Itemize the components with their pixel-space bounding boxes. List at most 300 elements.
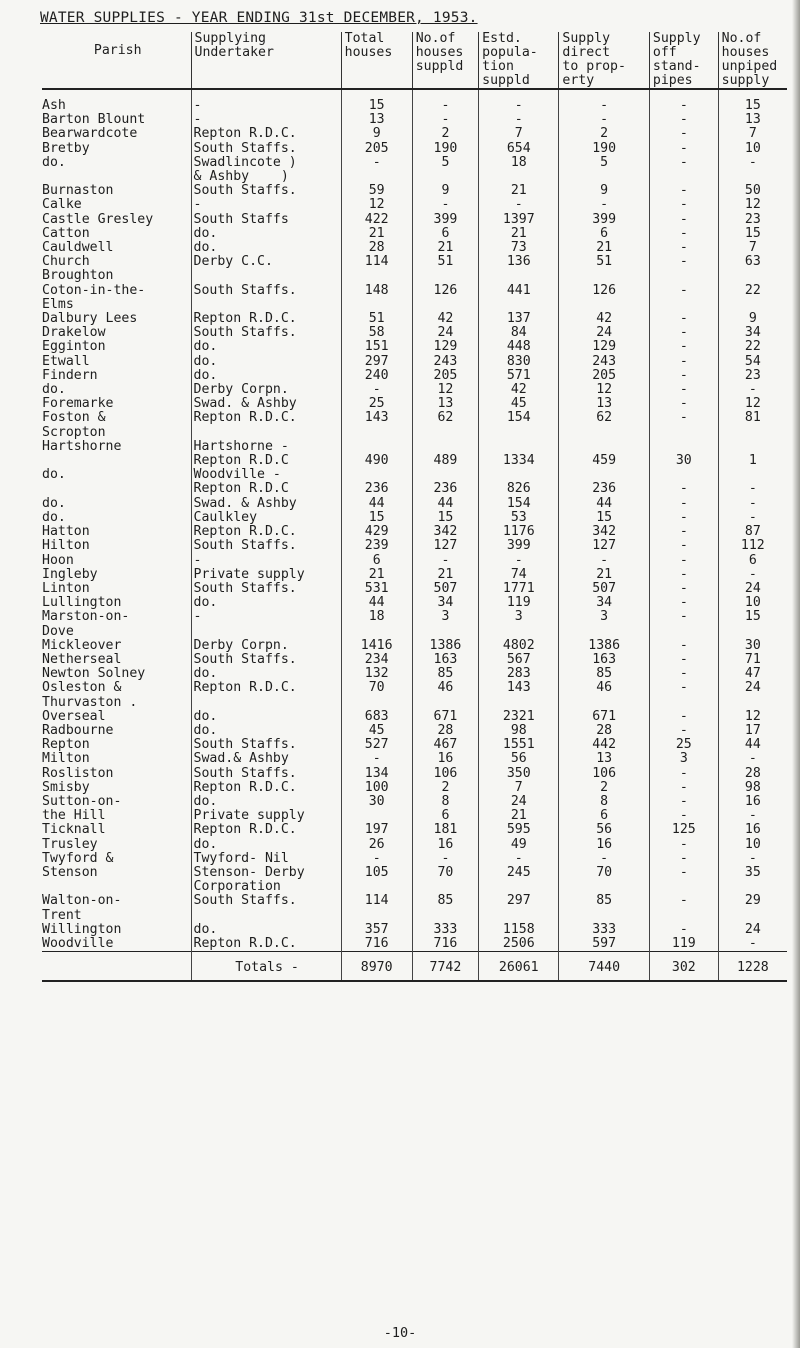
cell-standpipes: - <box>649 340 718 354</box>
cell-unpiped: - <box>718 482 787 496</box>
cell-population-supplied: 1158 <box>479 923 559 937</box>
cell-houses-supplied: 190 <box>412 142 478 156</box>
cell-standpipes <box>649 440 718 454</box>
table-row <box>42 369 787 383</box>
table-row <box>42 809 787 823</box>
cell-total-houses <box>341 909 412 923</box>
cell-standpipes <box>649 468 718 482</box>
table-row <box>42 667 787 681</box>
table-row <box>42 497 787 511</box>
cell-standpipes: 125 <box>649 823 718 837</box>
cell-undertaker: South Staffs. <box>191 738 341 752</box>
cell-houses-supplied: 21 <box>412 241 478 255</box>
cell-supply-direct: 163 <box>559 653 650 667</box>
cell-unpiped <box>718 440 787 454</box>
cell-total-houses: 429 <box>341 525 412 539</box>
cell-unpiped: 12 <box>718 198 787 212</box>
cell-undertaker: - <box>191 610 341 624</box>
cell-population-supplied <box>479 440 559 454</box>
cell-supply-direct <box>559 170 650 184</box>
table-row <box>42 326 787 340</box>
cell-supply-direct <box>559 426 650 440</box>
cell-houses-supplied: 28 <box>412 724 478 738</box>
cell-population-supplied: 595 <box>479 823 559 837</box>
cell-unpiped: 10 <box>718 838 787 852</box>
cell-unpiped: 13 <box>718 113 787 127</box>
cell-houses-supplied: - <box>412 89 478 113</box>
cell-population-supplied: - <box>479 198 559 212</box>
table-row <box>42 383 787 397</box>
table-row <box>42 89 787 113</box>
cell-unpiped: 63 <box>718 255 787 269</box>
cell-undertaker: Swad.& Ashby <box>191 752 341 766</box>
cell-standpipes: - <box>649 568 718 582</box>
cell-standpipes: - <box>649 227 718 241</box>
cell-population-supplied: 137 <box>479 312 559 326</box>
cell-undertaker: Derby Corpn. <box>191 639 341 653</box>
cell-standpipes: - <box>649 142 718 156</box>
cell-unpiped: 1 <box>718 454 787 468</box>
cell-total-houses: - <box>341 852 412 866</box>
cell-supply-direct: 126 <box>559 284 650 298</box>
cell-population-supplied: 21 <box>479 227 559 241</box>
totals-row <box>42 952 787 982</box>
cell-population-supplied: 3 <box>479 610 559 624</box>
cell-standpipes: - <box>649 554 718 568</box>
cell-standpipes: - <box>649 795 718 809</box>
table-row <box>42 639 787 653</box>
cell-standpipes: - <box>649 397 718 411</box>
cell-undertaker: do. <box>191 838 341 852</box>
cell-undertaker: Swadlincote ) <box>191 156 341 170</box>
cell-houses-supplied: 399 <box>412 213 478 227</box>
table-row <box>42 909 787 923</box>
cell-houses-supplied: - <box>412 852 478 866</box>
cell-standpipes: - <box>649 482 718 496</box>
cell-unpiped: - <box>718 497 787 511</box>
cell-population-supplied: 1176 <box>479 525 559 539</box>
cell-supply-direct <box>559 298 650 312</box>
cell-undertaker: Derby Corpn. <box>191 383 341 397</box>
cell-total-houses: 683 <box>341 710 412 724</box>
cell-houses-supplied: 181 <box>412 823 478 837</box>
table-row <box>42 539 787 553</box>
cell-parish: Twyford & <box>42 851 114 866</box>
cell-undertaker: Hartshorne - <box>191 440 341 454</box>
cell-total-houses: 45 <box>341 724 412 738</box>
cell-parish: Castle Gresley <box>42 212 154 227</box>
cell-standpipes: - <box>649 667 718 681</box>
cell-standpipes <box>649 426 718 440</box>
cell-undertaker: South Staffs. <box>191 894 341 908</box>
cell-houses-supplied: 9 <box>412 184 478 198</box>
cell-undertaker: Repton R.D.C <box>191 482 341 496</box>
cell-houses-supplied <box>412 696 478 710</box>
cell-population-supplied <box>479 880 559 894</box>
cell-standpipes <box>649 909 718 923</box>
cell-population-supplied: 571 <box>479 369 559 383</box>
cell-total-houses: 114 <box>341 255 412 269</box>
cell-total-houses: 30 <box>341 795 412 809</box>
cell-standpipes: - <box>649 866 718 880</box>
cell-standpipes: - <box>649 838 718 852</box>
cell-undertaker: do. <box>191 369 341 383</box>
cell-houses-supplied: - <box>412 113 478 127</box>
cell-parish: Lullington <box>42 596 122 611</box>
cell-supply-direct <box>559 909 650 923</box>
cell-standpipes: - <box>649 312 718 326</box>
cell-undertaker: South Staffs. <box>191 326 341 340</box>
totals-total-houses: 8970 <box>341 952 412 982</box>
cell-population-supplied: 98 <box>479 724 559 738</box>
cell-total-houses <box>341 298 412 312</box>
table-row <box>42 710 787 724</box>
cell-undertaker: do. <box>191 340 341 354</box>
cell-unpiped: 23 <box>718 369 787 383</box>
cell-houses-supplied <box>412 170 478 184</box>
cell-population-supplied: 399 <box>479 539 559 553</box>
cell-population-supplied: 21 <box>479 184 559 198</box>
table-row <box>42 696 787 710</box>
cell-total-houses: 25 <box>341 397 412 411</box>
cell-unpiped: - <box>718 937 787 952</box>
cell-total-houses <box>341 468 412 482</box>
cell-population-supplied: 74 <box>479 568 559 582</box>
cell-standpipes: - <box>649 724 718 738</box>
cell-total-houses: 490 <box>341 454 412 468</box>
cell-population-supplied: 7 <box>479 127 559 141</box>
cell-undertaker: Private supply <box>191 568 341 582</box>
cell-unpiped: 10 <box>718 596 787 610</box>
cell-houses-supplied: - <box>412 198 478 212</box>
cell-parish: do. <box>42 155 66 170</box>
cell-undertaker: Repton R.D.C. <box>191 312 341 326</box>
table-row <box>42 482 787 496</box>
cell-standpipes: - <box>649 89 718 113</box>
cell-undertaker: Caulkley <box>191 511 341 525</box>
cell-population-supplied: 1397 <box>479 213 559 227</box>
cell-population-supplied: 56 <box>479 752 559 766</box>
cell-undertaker: Repton R.D.C. <box>191 781 341 795</box>
cell-parish: Osleston & <box>42 681 122 696</box>
cell-total-houses: 44 <box>341 497 412 511</box>
totals-supply-direct: 7440 <box>559 952 650 982</box>
cell-standpipes: 3 <box>649 752 718 766</box>
cell-parish: do. <box>42 510 66 525</box>
cell-houses-supplied: 8 <box>412 795 478 809</box>
table-row <box>42 894 787 908</box>
cell-population-supplied: 245 <box>479 866 559 880</box>
cell-parish: Thurvaston . <box>42 695 138 710</box>
cell-unpiped: 24 <box>718 582 787 596</box>
cell-houses-supplied: 12 <box>412 383 478 397</box>
cell-unpiped: 81 <box>718 411 787 425</box>
cell-total-houses: 236 <box>341 482 412 496</box>
cell-unpiped: 98 <box>718 781 787 795</box>
cell-unpiped: 87 <box>718 525 787 539</box>
cell-supply-direct: 399 <box>559 213 650 227</box>
cell-parish: Ingleby <box>42 567 98 582</box>
cell-unpiped: 9 <box>718 312 787 326</box>
cell-undertaker: Repton R.D.C. <box>191 823 341 837</box>
cell-unpiped: 54 <box>718 355 787 369</box>
table-row <box>42 170 787 184</box>
cell-total-houses: 58 <box>341 326 412 340</box>
cell-total-houses: 527 <box>341 738 412 752</box>
table-row <box>42 681 787 695</box>
cell-standpipes: - <box>649 767 718 781</box>
cell-standpipes: 30 <box>649 454 718 468</box>
cell-supply-direct <box>559 625 650 639</box>
cell-parish: Linton <box>42 581 90 596</box>
cell-population-supplied: 24 <box>479 795 559 809</box>
cell-houses-supplied: 2 <box>412 781 478 795</box>
cell-supply-direct: 28 <box>559 724 650 738</box>
cell-total-houses: 240 <box>341 369 412 383</box>
cell-undertaker: do. <box>191 355 341 369</box>
table-row <box>42 596 787 610</box>
cell-houses-supplied: 13 <box>412 397 478 411</box>
header-parish: Parish <box>42 32 191 89</box>
cell-parish: Calke <box>42 198 82 213</box>
cell-supply-direct: 56 <box>559 823 650 837</box>
totals-population: 26061 <box>479 952 559 982</box>
cell-undertaker <box>191 426 341 440</box>
cell-population-supplied <box>479 468 559 482</box>
header-total-houses: Total houses <box>341 32 412 89</box>
cell-supply-direct: 5 <box>559 156 650 170</box>
cell-supply-direct: 129 <box>559 340 650 354</box>
cell-population-supplied: 826 <box>479 482 559 496</box>
table-row <box>42 440 787 454</box>
cell-supply-direct <box>559 468 650 482</box>
cell-total-houses: 15 <box>341 89 412 113</box>
cell-total-houses: 151 <box>341 340 412 354</box>
cell-houses-supplied: 44 <box>412 497 478 511</box>
cell-population-supplied: - <box>479 89 559 113</box>
cell-population-supplied: 567 <box>479 653 559 667</box>
cell-parish: Dalbury Lees <box>42 312 138 327</box>
table-row <box>42 752 787 766</box>
cell-parish: Trent <box>42 908 82 923</box>
cell-supply-direct: 24 <box>559 326 650 340</box>
cell-population-supplied: 350 <box>479 767 559 781</box>
cell-undertaker: - <box>191 89 341 113</box>
cell-total-houses: 205 <box>341 142 412 156</box>
cell-houses-supplied: 15 <box>412 511 478 525</box>
table-row <box>42 823 787 837</box>
cell-houses-supplied: 85 <box>412 667 478 681</box>
cell-parish: do. <box>42 383 66 398</box>
cell-houses-supplied: 24 <box>412 326 478 340</box>
cell-supply-direct: 127 <box>559 539 650 553</box>
cell-houses-supplied: 342 <box>412 525 478 539</box>
cell-supply-direct: 8 <box>559 795 650 809</box>
cell-parish: Burnaston <box>42 184 114 199</box>
cell-unpiped: 24 <box>718 923 787 937</box>
table-row <box>42 298 787 312</box>
cell-total-houses: 148 <box>341 284 412 298</box>
cell-parish: Hoon <box>42 553 74 568</box>
cell-supply-direct: 3 <box>559 610 650 624</box>
header-unpiped: No.of houses unpiped supply <box>718 32 787 89</box>
cell-supply-direct: 106 <box>559 767 650 781</box>
cell-population-supplied <box>479 696 559 710</box>
cell-total-houses <box>341 809 412 823</box>
cell-unpiped: 24 <box>718 681 787 695</box>
cell-standpipes: - <box>649 411 718 425</box>
table-row <box>42 866 787 880</box>
cell-houses-supplied: 106 <box>412 767 478 781</box>
cell-supply-direct: 15 <box>559 511 650 525</box>
cell-total-houses: 21 <box>341 568 412 582</box>
cell-unpiped: 23 <box>718 213 787 227</box>
cell-parish: Hartshorne <box>42 439 122 454</box>
cell-supply-direct: 62 <box>559 411 650 425</box>
cell-unpiped <box>718 468 787 482</box>
cell-supply-direct <box>559 880 650 894</box>
cell-total-houses: 15 <box>341 511 412 525</box>
cell-supply-direct: 442 <box>559 738 650 752</box>
cell-undertaker: Twyford- Nil <box>191 852 341 866</box>
cell-supply-direct: 1386 <box>559 639 650 653</box>
cell-total-houses: 531 <box>341 582 412 596</box>
cell-undertaker <box>191 625 341 639</box>
cell-houses-supplied: 16 <box>412 752 478 766</box>
cell-unpiped: 15 <box>718 227 787 241</box>
cell-supply-direct: 12 <box>559 383 650 397</box>
cell-undertaker: Repton R.D.C. <box>191 525 341 539</box>
cell-supply-direct <box>559 440 650 454</box>
cell-houses-supplied <box>412 468 478 482</box>
cell-population-supplied: 42 <box>479 383 559 397</box>
cell-undertaker: do. <box>191 227 341 241</box>
cell-unpiped: 44 <box>718 738 787 752</box>
cell-standpipes: - <box>649 198 718 212</box>
cell-supply-direct: 34 <box>559 596 650 610</box>
cell-houses-supplied: 243 <box>412 355 478 369</box>
cell-houses-supplied: 51 <box>412 255 478 269</box>
cell-houses-supplied <box>412 269 478 283</box>
cell-population-supplied: 4802 <box>479 639 559 653</box>
cell-houses-supplied: 205 <box>412 369 478 383</box>
cell-unpiped: - <box>718 852 787 866</box>
cell-total-houses: 51 <box>341 312 412 326</box>
table-row <box>42 554 787 568</box>
cell-houses-supplied: 129 <box>412 340 478 354</box>
cell-supply-direct: 459 <box>559 454 650 468</box>
table-row <box>42 937 787 952</box>
cell-houses-supplied: 21 <box>412 568 478 582</box>
cell-total-houses: 422 <box>341 213 412 227</box>
cell-undertaker: South Staffs. <box>191 539 341 553</box>
cell-supply-direct: 333 <box>559 923 650 937</box>
cell-standpipes <box>649 170 718 184</box>
cell-total-houses: 197 <box>341 823 412 837</box>
cell-houses-supplied: 6 <box>412 809 478 823</box>
cell-total-houses: 12 <box>341 198 412 212</box>
cell-standpipes: - <box>649 923 718 937</box>
cell-supply-direct: 44 <box>559 497 650 511</box>
cell-total-houses: - <box>341 156 412 170</box>
cell-total-houses: 100 <box>341 781 412 795</box>
cell-total-houses <box>341 440 412 454</box>
cell-parish: Mickleover <box>42 638 122 653</box>
table-row <box>42 127 787 141</box>
table-row <box>42 213 787 227</box>
totals-unpiped: 1228 <box>718 952 787 982</box>
cell-houses-supplied: 3 <box>412 610 478 624</box>
cell-parish <box>42 170 191 184</box>
header-supply-direct: Supply direct to prop- erty <box>559 32 650 89</box>
cell-total-houses: 297 <box>341 355 412 369</box>
cell-parish: Milton <box>42 752 90 767</box>
cell-parish: Cauldwell <box>42 241 114 256</box>
cell-population-supplied: 283 <box>479 667 559 681</box>
table-row <box>42 312 787 326</box>
cell-population-supplied: 654 <box>479 142 559 156</box>
cell-supply-direct: 9 <box>559 184 650 198</box>
cell-parish: Hilton <box>42 539 90 554</box>
cell-undertaker: Repton R.D.C. <box>191 411 341 425</box>
cell-supply-direct <box>559 269 650 283</box>
cell-population-supplied: - <box>479 852 559 866</box>
cell-unpiped: - <box>718 568 787 582</box>
cell-houses-supplied: 62 <box>412 411 478 425</box>
cell-unpiped: 16 <box>718 823 787 837</box>
cell-total-houses: - <box>341 383 412 397</box>
cell-undertaker: Woodville - <box>191 468 341 482</box>
table-row <box>42 724 787 738</box>
cell-houses-supplied: 42 <box>412 312 478 326</box>
cell-unpiped: 12 <box>718 397 787 411</box>
cell-undertaker: Private supply <box>191 809 341 823</box>
cell-parish: the Hill <box>42 809 106 824</box>
table-row <box>42 923 787 937</box>
table-row <box>42 355 787 369</box>
table-row <box>42 184 787 198</box>
cell-standpipes: 119 <box>649 937 718 952</box>
cell-unpiped: 22 <box>718 284 787 298</box>
cell-standpipes: 25 <box>649 738 718 752</box>
cell-undertaker: do. <box>191 596 341 610</box>
cell-parish: Coton-in-the- <box>42 283 146 298</box>
cell-population-supplied: - <box>479 554 559 568</box>
cell-parish: Radbourne <box>42 723 114 738</box>
cell-population-supplied: 49 <box>479 838 559 852</box>
cell-parish: Trusley <box>42 837 98 852</box>
cell-supply-direct: 205 <box>559 369 650 383</box>
table-row <box>42 255 787 269</box>
table-row <box>42 426 787 440</box>
cell-total-houses: 716 <box>341 937 412 952</box>
cell-parish: do. <box>42 468 66 483</box>
cell-standpipes: - <box>649 511 718 525</box>
cell-parish: Willington <box>42 922 122 937</box>
totals-houses-supplied: 7742 <box>412 952 478 982</box>
cell-unpiped <box>718 170 787 184</box>
cell-unpiped: 22 <box>718 340 787 354</box>
page-title: WATER SUPPLIES - YEAR ENDING 31st DECEMBER, 1953. <box>40 10 478 26</box>
totals-standpipes: 302 <box>649 952 718 982</box>
cell-undertaker: - <box>191 198 341 212</box>
cell-unpiped: 10 <box>718 142 787 156</box>
cell-houses-supplied: 127 <box>412 539 478 553</box>
table-row <box>42 340 787 354</box>
cell-total-houses <box>341 696 412 710</box>
cell-supply-direct: - <box>559 554 650 568</box>
cell-total-houses: 9 <box>341 127 412 141</box>
